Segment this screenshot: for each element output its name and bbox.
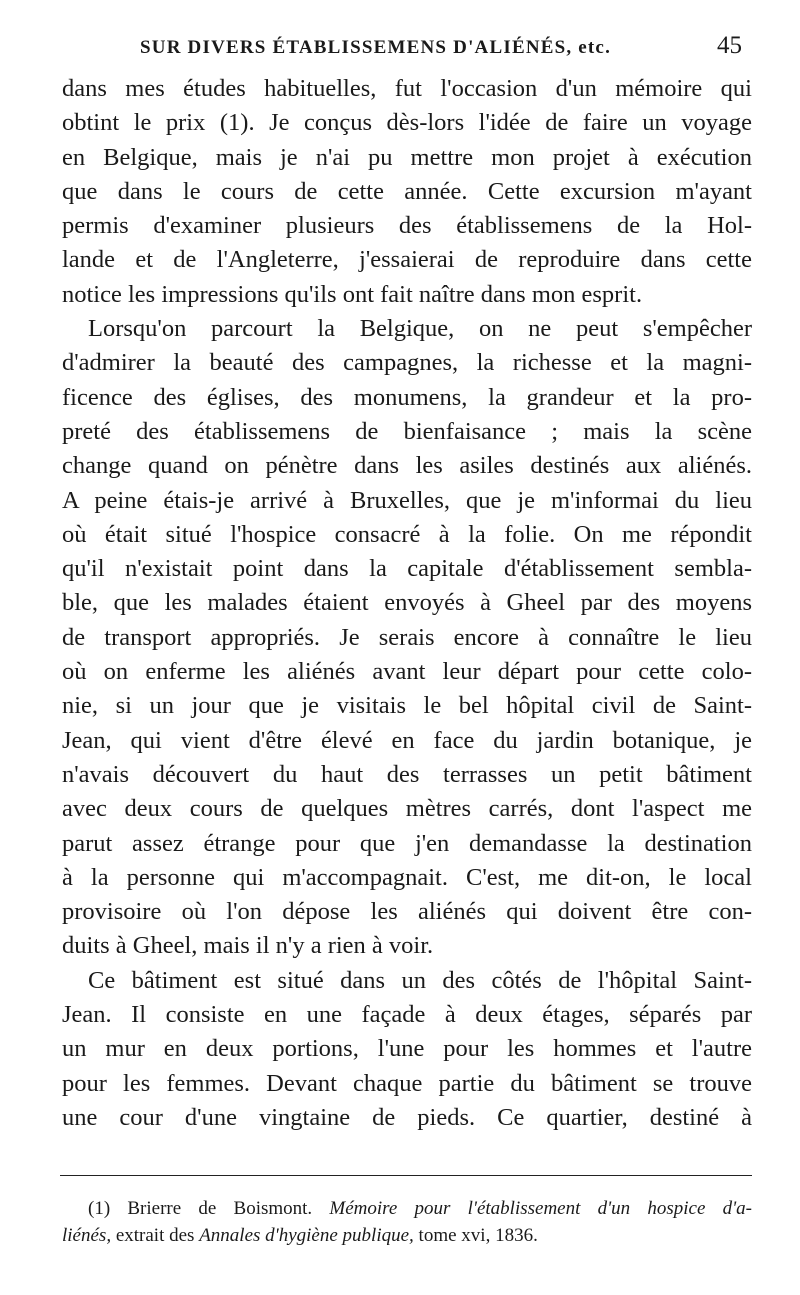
footnote-title-cont: liénés, — [62, 1225, 112, 1246]
footnote — [62, 1195, 752, 1249]
text-line: ficence des églises, des monumens, la grandeur et la pro- — [62, 383, 752, 411]
footnote-tail: tome xvi, 1836. — [418, 1225, 538, 1246]
text-line: en Belgique, mais je n'ai pu mettre mon projet à exécution — [62, 143, 752, 171]
footnote-journal: Annales d'hygiène publique, — [199, 1225, 414, 1246]
text-line: que dans le cours de cette année. Cette excursion m'ayant — [62, 177, 752, 205]
text-line: preté des établissemens de bienfaisance ; mais la scène — [62, 417, 752, 445]
text-line: de transport appropriés. Je serais encore à connaître le lieu — [62, 623, 752, 651]
footnote-title: Mémoire pour l'établissement d'un hospice d'a- — [329, 1198, 753, 1219]
text-line: ble, que les malades étaient envoyés à Gheel par des moyens — [62, 589, 752, 617]
text-line: Lorsqu'on parcourt la Belgique, on ne peut s'empêcher — [88, 315, 752, 343]
footnote-line — [62, 1195, 752, 1222]
text-line: Jean. Il consiste en une façade à deux étages, séparés par — [62, 1001, 752, 1029]
text-line: obtint le prix (1). Je conçus dès-lors l'idée de faire un voyage — [62, 109, 752, 137]
footnote-mid: extrait des — [115, 1225, 195, 1246]
text-line: Ce bâtiment est situé dans un des côtés de l'hôpital Saint- — [88, 966, 752, 994]
text-line: Jean, qui vient d'être élevé en face du jardin botanique, je — [62, 726, 752, 754]
running-head: SUR DIVERS ÉTABLISSEMENS D'ALIÉNÉS, etc. — [140, 37, 612, 58]
text-line: provisoire où l'on dépose les aliénés qui doivent être con- — [62, 898, 752, 926]
footnote-mark: (1) — [88, 1198, 111, 1219]
text-line: pour les femmes. Devant chaque partie du bâtiment se trouve — [62, 1069, 752, 1097]
text-line: permis d'examiner plusieurs des établissemens de la Hol- — [62, 212, 752, 240]
text-line: d'admirer la beauté des campagnes, la richesse et la magni- — [62, 349, 752, 377]
text-line: où on enferme les aliénés avant leur départ pour cette colo- — [62, 658, 752, 686]
text-line: avec deux cours de quelques mètres carrés, dont l'aspect me — [62, 795, 752, 823]
text-line: une cour d'une vingtaine de pieds. Ce quartier, destiné à — [62, 1103, 752, 1131]
text-line: dans mes études habituelles, fut l'occasion d'un mémoire qui — [62, 75, 752, 102]
footnote-line — [62, 1222, 752, 1249]
text-line: parut assez étrange pour que j'en demandasse la destination — [62, 829, 752, 857]
footnote-author: Brierre de Boismont. — [127, 1198, 313, 1219]
text-line: où était situé l'hospice consacré à la folie. On me répondit — [62, 520, 752, 548]
page-number: 45 — [717, 32, 742, 59]
text-line: un mur en deux portions, l'une pour les hommes et l'autre — [62, 1035, 752, 1063]
footnote-rule — [60, 1175, 752, 1176]
body-text — [62, 72, 752, 1135]
text-line: à la personne qui m'accompagnait. C'est, me dit-on, le local — [62, 863, 752, 891]
page-header — [140, 32, 742, 60]
text-line: n'avais découvert du haut des terrasses un petit bâtiment — [62, 760, 752, 788]
text-line: A peine étais-je arrivé à Bruxelles, que je m'informai du lieu — [62, 486, 752, 514]
text-line: change quand on pénètre dans les asiles destinés aux aliénés. — [62, 452, 752, 480]
text-line: lande et de l'Angleterre, j'essaierai de reproduire dans cette — [62, 246, 752, 274]
text-line: notice les impressions qu'ils ont fait naître dans mon esprit. — [62, 280, 643, 308]
text-line: nie, si un jour que je visitais le bel hôpital civil de Saint- — [62, 692, 752, 720]
text-line: duits à Gheel, mais il n'y a rien à voir. — [62, 932, 434, 960]
text-line: qu'il n'existait point dans la capitale d'établissement sembla- — [62, 555, 752, 583]
